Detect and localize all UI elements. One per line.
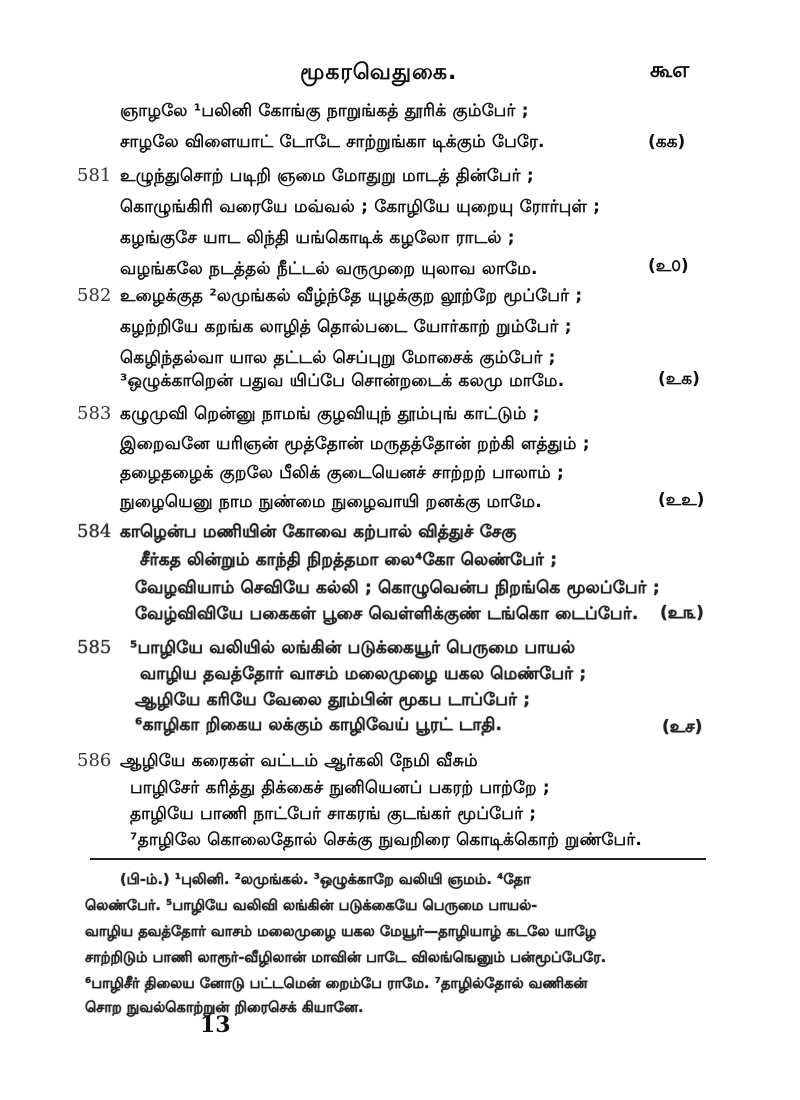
verse-marker: (உ௩)	[660, 603, 704, 623]
verse-line: தழைதழைக் குறலே பீலிக் குடையெனச் சாற்றற் பாலாம் ;	[120, 463, 565, 483]
verse-line: கொழுங்கிரி வரையே மவ்வல் ; கோழியே யுறையு ரோர்புள் ;	[120, 197, 601, 217]
verse-marker: (உக)	[658, 369, 700, 389]
verse-line: ⁶காழிகா றிகைய லக்கும் காழிவேய் பூரட் டாதி.	[135, 715, 503, 735]
verse-line: கழங்குசே யாட லிந்தி யங்கொடிக் கழலோ ராடல் ;	[120, 228, 515, 248]
verse-line: சாழலே விளையாட் டோடே சாற்றுங்கா டிக்கும் பேரே.	[120, 132, 545, 152]
footnote-line: சாற்றிடும் பாணி லாரூர்-வீழிலான் மாவின் பாடே விலங்ஙெனும் பன்மூப்பேரே.	[85, 950, 607, 966]
verse-number: 582	[77, 285, 112, 306]
verse-line: தாழியே பாணி நாட்பேர் சாகரங் குடங்கர் மூப்பேர் ;	[130, 804, 537, 824]
verse-line: நுழையெனு நாம நுண்மை நுழைவாயி றனக்கு மாமே.	[120, 492, 542, 512]
page-number-tamil: கூஎ	[650, 58, 690, 83]
verse-line: வேழவியாம் செவியே கல்லி ; கொழுவென்ப நிறங்கெ மூலப்பேர் ;	[135, 578, 660, 598]
footnote-line: சொற நுவல்கொற்றுன் றிரைசெக் கியானே.	[85, 1000, 364, 1016]
verse-line: சீர்கத லின்றும் காந்தி நிறத்தமா லை⁴கோ லெண்பேர் ;	[140, 550, 558, 570]
footnote-line: ⁶பாழிசீர் திலைய னோடு பட்டமென் றைம்பே ராமே. ⁷தாழில்தோல் வணிகன்	[85, 976, 588, 992]
verse-line: வாழிய தவத்தோர் வாசம் மலைமுழை யகல மெண்பேர் ;	[140, 664, 587, 684]
page-number: 13	[200, 1012, 231, 1038]
footnote-line: (பி-ம்.) ¹புலினி. ²லமுங்கல். ³ஒழுக்காறே வலியி ஞமம். ⁴தோ	[120, 872, 531, 888]
verse-number: 581	[77, 165, 112, 186]
verse-line: இறைவனே யரிஞன் மூத்தோன் மருதத்தோன் றற்கி ளத்தும் ;	[120, 434, 590, 454]
verse-number: 585	[77, 637, 112, 658]
verse-marker: (கக)	[648, 132, 686, 152]
verse-number: 586	[77, 750, 112, 771]
verse-marker: (உச)	[662, 717, 703, 737]
verse-line: உழுந்துசொற் படிறி ஞமை மோதுறு மாடத் தின்பேர் ;	[120, 166, 534, 186]
verse-line: ³ஒழுக்காறென் பதுவ யிப்பே சொன்றடைக் கலமு மாமே.	[120, 371, 565, 391]
verse-number: 583	[77, 403, 112, 424]
verse-line: கழுமுவி றென்னு நாமங் குழவியுந் தூம்புங் காட்டும் ;	[120, 404, 540, 424]
verse-marker: (உஉ)	[658, 490, 705, 510]
footnote-line: லெண்பேர். ⁵பாழியே வலிவி லங்கின் படுக்கையே பெருமை பாயல்-	[85, 898, 538, 914]
verse-line: உழைக்குத ²லமுங்கல் வீழ்ந்தே யுழக்குற லூற்றே மூப்பேர் ;	[120, 286, 583, 306]
verse-line: ஆழியே கரியே வேலை தூம்பின் மூகப டாப்பேர் ;	[135, 690, 531, 710]
footnote-line: வாழிய தவத்தோர் வாசம் மலைமுழை யகல மேயூர்—தாழியாழ் கடலே யாழே	[85, 924, 597, 940]
verse-line: ⁷தாழிலே கொலைதோல் செக்கு நுவறிரை கொடிக்கொற் றுண்பேர்.	[130, 830, 643, 850]
verse-number: 584	[77, 521, 112, 542]
verse-line: ஆழியே கரைகள் வட்டம் ஆர்கலி நேமி வீசும்	[120, 751, 478, 771]
verse-line: ஞாழலே ¹பலினி கோங்கு நாறுங்கத் தூரிக் கும்பேர் ;	[120, 101, 529, 121]
verse-line: வேழ்விவியே பகைகள் பூசை வெள்ளிக்குண் டங்கொ டைப்பேர்.	[135, 604, 639, 624]
verse-line: பாழிசேர் கரித்து திக்கைச் நுனியெனப் பகரற் பாற்றே ;	[130, 778, 550, 798]
verse-line: கழற்றியே கறங்க லாழித் தொல்படை யோர்காற் றும்பேர் ;	[120, 317, 572, 337]
page-header-title: மூகரவெதுகை.	[300, 60, 458, 85]
footnote-divider	[90, 858, 706, 860]
verse-line: காழென்ப மணியின் கோவை கற்பால் வித்துச் சேகு	[120, 522, 517, 542]
verse-line: கெழிந்தல்வா யால தட்டல் செப்புறு மோசைக் கும்பேர் ;	[120, 348, 556, 368]
verse-line: வழங்கலே நடத்தல் நீட்டல் வருமுறை யுலாவ லாமே.	[120, 259, 538, 279]
verse-line: ⁵பாழியே வலியில் லங்கின் படுக்கையூர் பெருமை பாயல்	[130, 638, 576, 658]
verse-marker: (உ௦)	[648, 256, 689, 276]
